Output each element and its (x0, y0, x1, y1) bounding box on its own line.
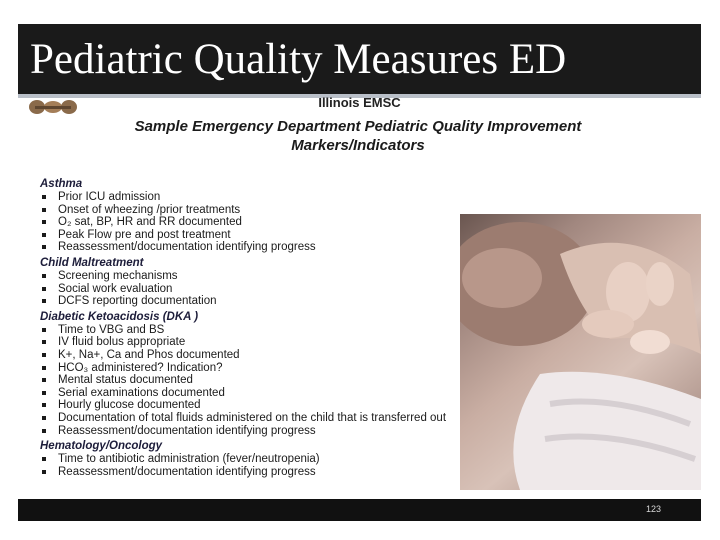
list-item: Social work evaluation (40, 283, 600, 296)
title-bar (18, 24, 701, 94)
slide-title: Pediatric Quality Measures ED (30, 36, 567, 83)
list-item: Time to antibiotic administration (fever/neutropenia) (40, 453, 600, 466)
list-item: Time to VBG and BS (40, 324, 600, 337)
list-item: K+, Na+, Ca and Phos documented (40, 349, 600, 362)
list-item: Mental status documented (40, 374, 600, 387)
list-item: Reassessment/documentation identifying progress (40, 425, 600, 438)
list-item: Serial examinations documented (40, 387, 600, 400)
list-item: Screening mechanisms (40, 270, 600, 283)
list-item: Reassessment/documentation identifying progress (40, 466, 600, 479)
page-number: 123 (646, 504, 662, 514)
footer-bar (18, 499, 701, 521)
section-title: Child Maltreatment (40, 256, 144, 269)
list-item: HCO₃ administered? Indication? (40, 362, 600, 375)
section-title: Hematology/Oncology (40, 440, 163, 453)
list-item: Prior ICU admission (40, 191, 600, 204)
baby-hand-photo (460, 214, 701, 490)
heading-line-2: Markers/Indicators (291, 137, 425, 154)
baby-hand-illustration-icon (460, 214, 701, 490)
list-item: Hourly glucose documented (40, 399, 600, 412)
org-name: Illinois EMSC (318, 95, 401, 110)
section-title: Diabetic Ketoacidosis (DKA ) (40, 310, 199, 323)
document-heading (28, 117, 688, 155)
list-item: DCFS reporting documentation (40, 295, 600, 308)
heading-line-1: Sample Emergency Department Pediatric Quality Improvement (134, 118, 582, 135)
list-item: Documentation of total fluids administered on the child that is transferred out (40, 412, 600, 425)
list-item: IV fluid bolus appropriate (40, 336, 600, 349)
list-item: Peak Flow pre and post treatment (40, 229, 600, 242)
list-item: Onset of wheezing /prior treatments (40, 204, 600, 217)
list-item: O₂ sat, BP, HR and RR documented (40, 216, 600, 229)
list-item: Reassessment/documentation identifying progress (40, 241, 600, 254)
section-title: Asthma (40, 178, 83, 190)
slide-content (18, 94, 701, 499)
